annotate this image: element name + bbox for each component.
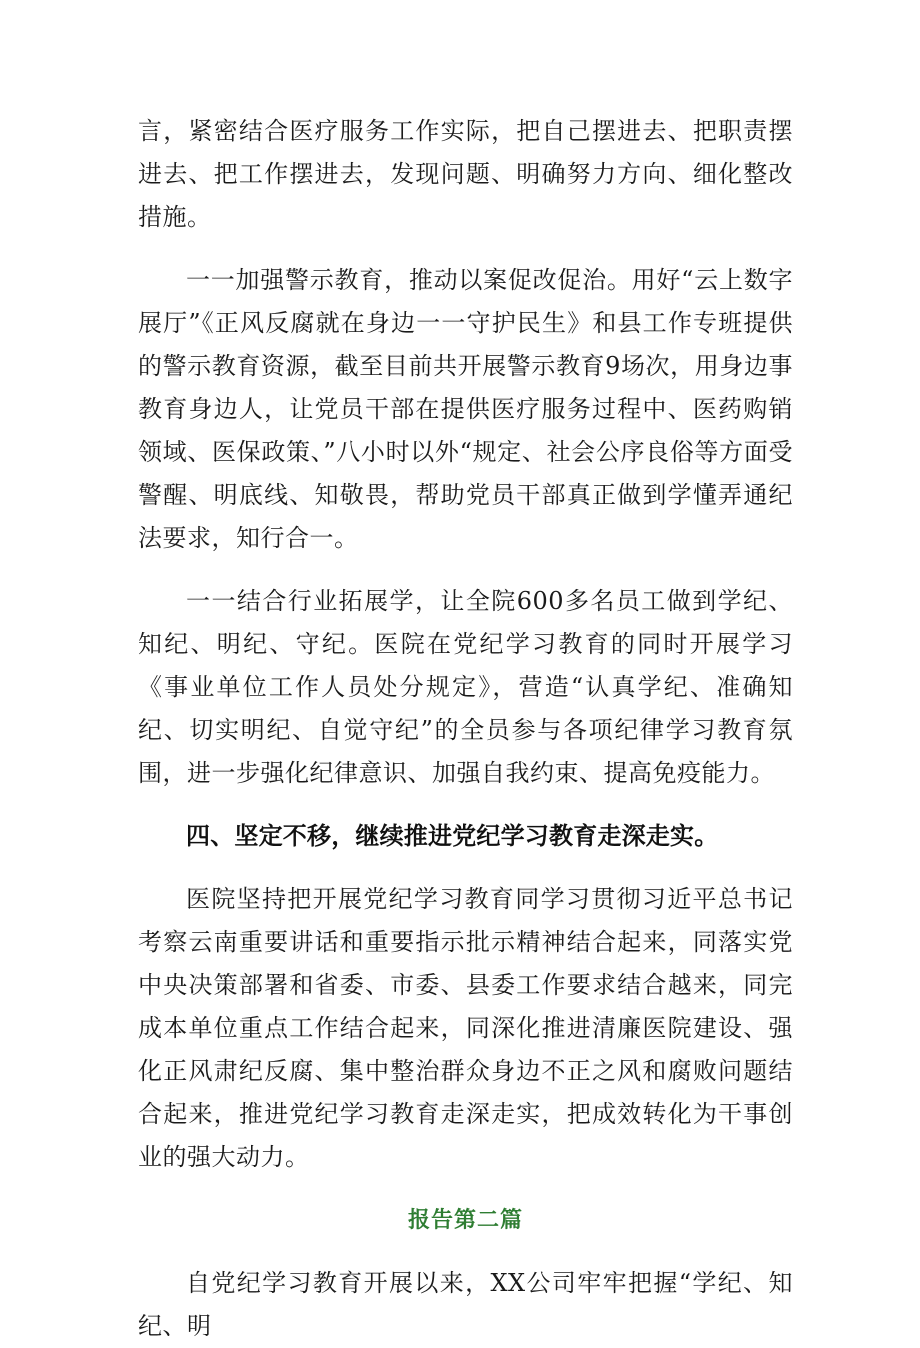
paragraph-gap bbox=[138, 858, 793, 878]
paragraph-company-intro: 自党纪学习教育开展以来，XX公司牢牢把握“学纪、知纪、明 bbox=[138, 1269, 793, 1340]
paragraph-gap bbox=[138, 1242, 793, 1262]
paragraph-continuation: 言，紧密结合医疗服务工作实际，把自己摆进去、把职责摆进去、把工作摆进去，发现问题、明确努力方向、细化整改措施。 bbox=[138, 117, 793, 231]
section-title-report-two: 报告第二篇 bbox=[407, 1207, 523, 1233]
document-body bbox=[138, 110, 793, 1348]
paragraph-gap bbox=[138, 560, 793, 580]
paragraph-gap bbox=[138, 239, 793, 259]
paragraph-warning-education: 一一加强警示教育，推动以案促改促治。用好“云上数字展厅”《正风反腐就在身边一一守护民生》和县工作专班提供的警示教育资源，截至目前共开展警示教育9场次，用身边事教育身边人，让党员干部在提供医疗服务过程中、医药购销领域、医保政策、”八小时以外“规定、社会公序良俗等方面受警醒、明底线、知敬畏，帮助党员干部真正做到学懂弄通纪法要求，知行合一。 bbox=[138, 266, 793, 552]
paragraph-gap bbox=[138, 795, 793, 815]
paragraph-hospital-commitment: 医院坚持把开展党纪学习教育同学习贯彻习近平总书记考察云南重要讲话和重要指示批示精神结合起来，同落实党中央决策部署和省委、市委、县委工作要求结合越来，同完成本单位重点工作结合起来，同深化推进清廉医院建设、强化正风肃纪反腐、集中整治群众身边不正之风和腐败问题结合起来，推进党纪学习教育走深走实，把成效转化为干事创业的强大动力。 bbox=[138, 885, 793, 1171]
paragraph-industry-study: 一一结合行业拓展学，让全院600多名员工做到学纪、知纪、明纪、守纪。医院在党纪学习教育的同时开展学习《事业单位工作人员处分规定》，营造“认真学纪、准确知纪、切实明纪、自觉守纪”的全员参与各项纪律学习教育氛围，进一步强化纪律意识、加强自我约束、提高免疫能力。 bbox=[138, 587, 793, 787]
section-heading-four: 四、坚定不移，继续推进党纪学习教育走深走实。 bbox=[186, 822, 719, 850]
paragraph-gap bbox=[138, 1179, 793, 1199]
